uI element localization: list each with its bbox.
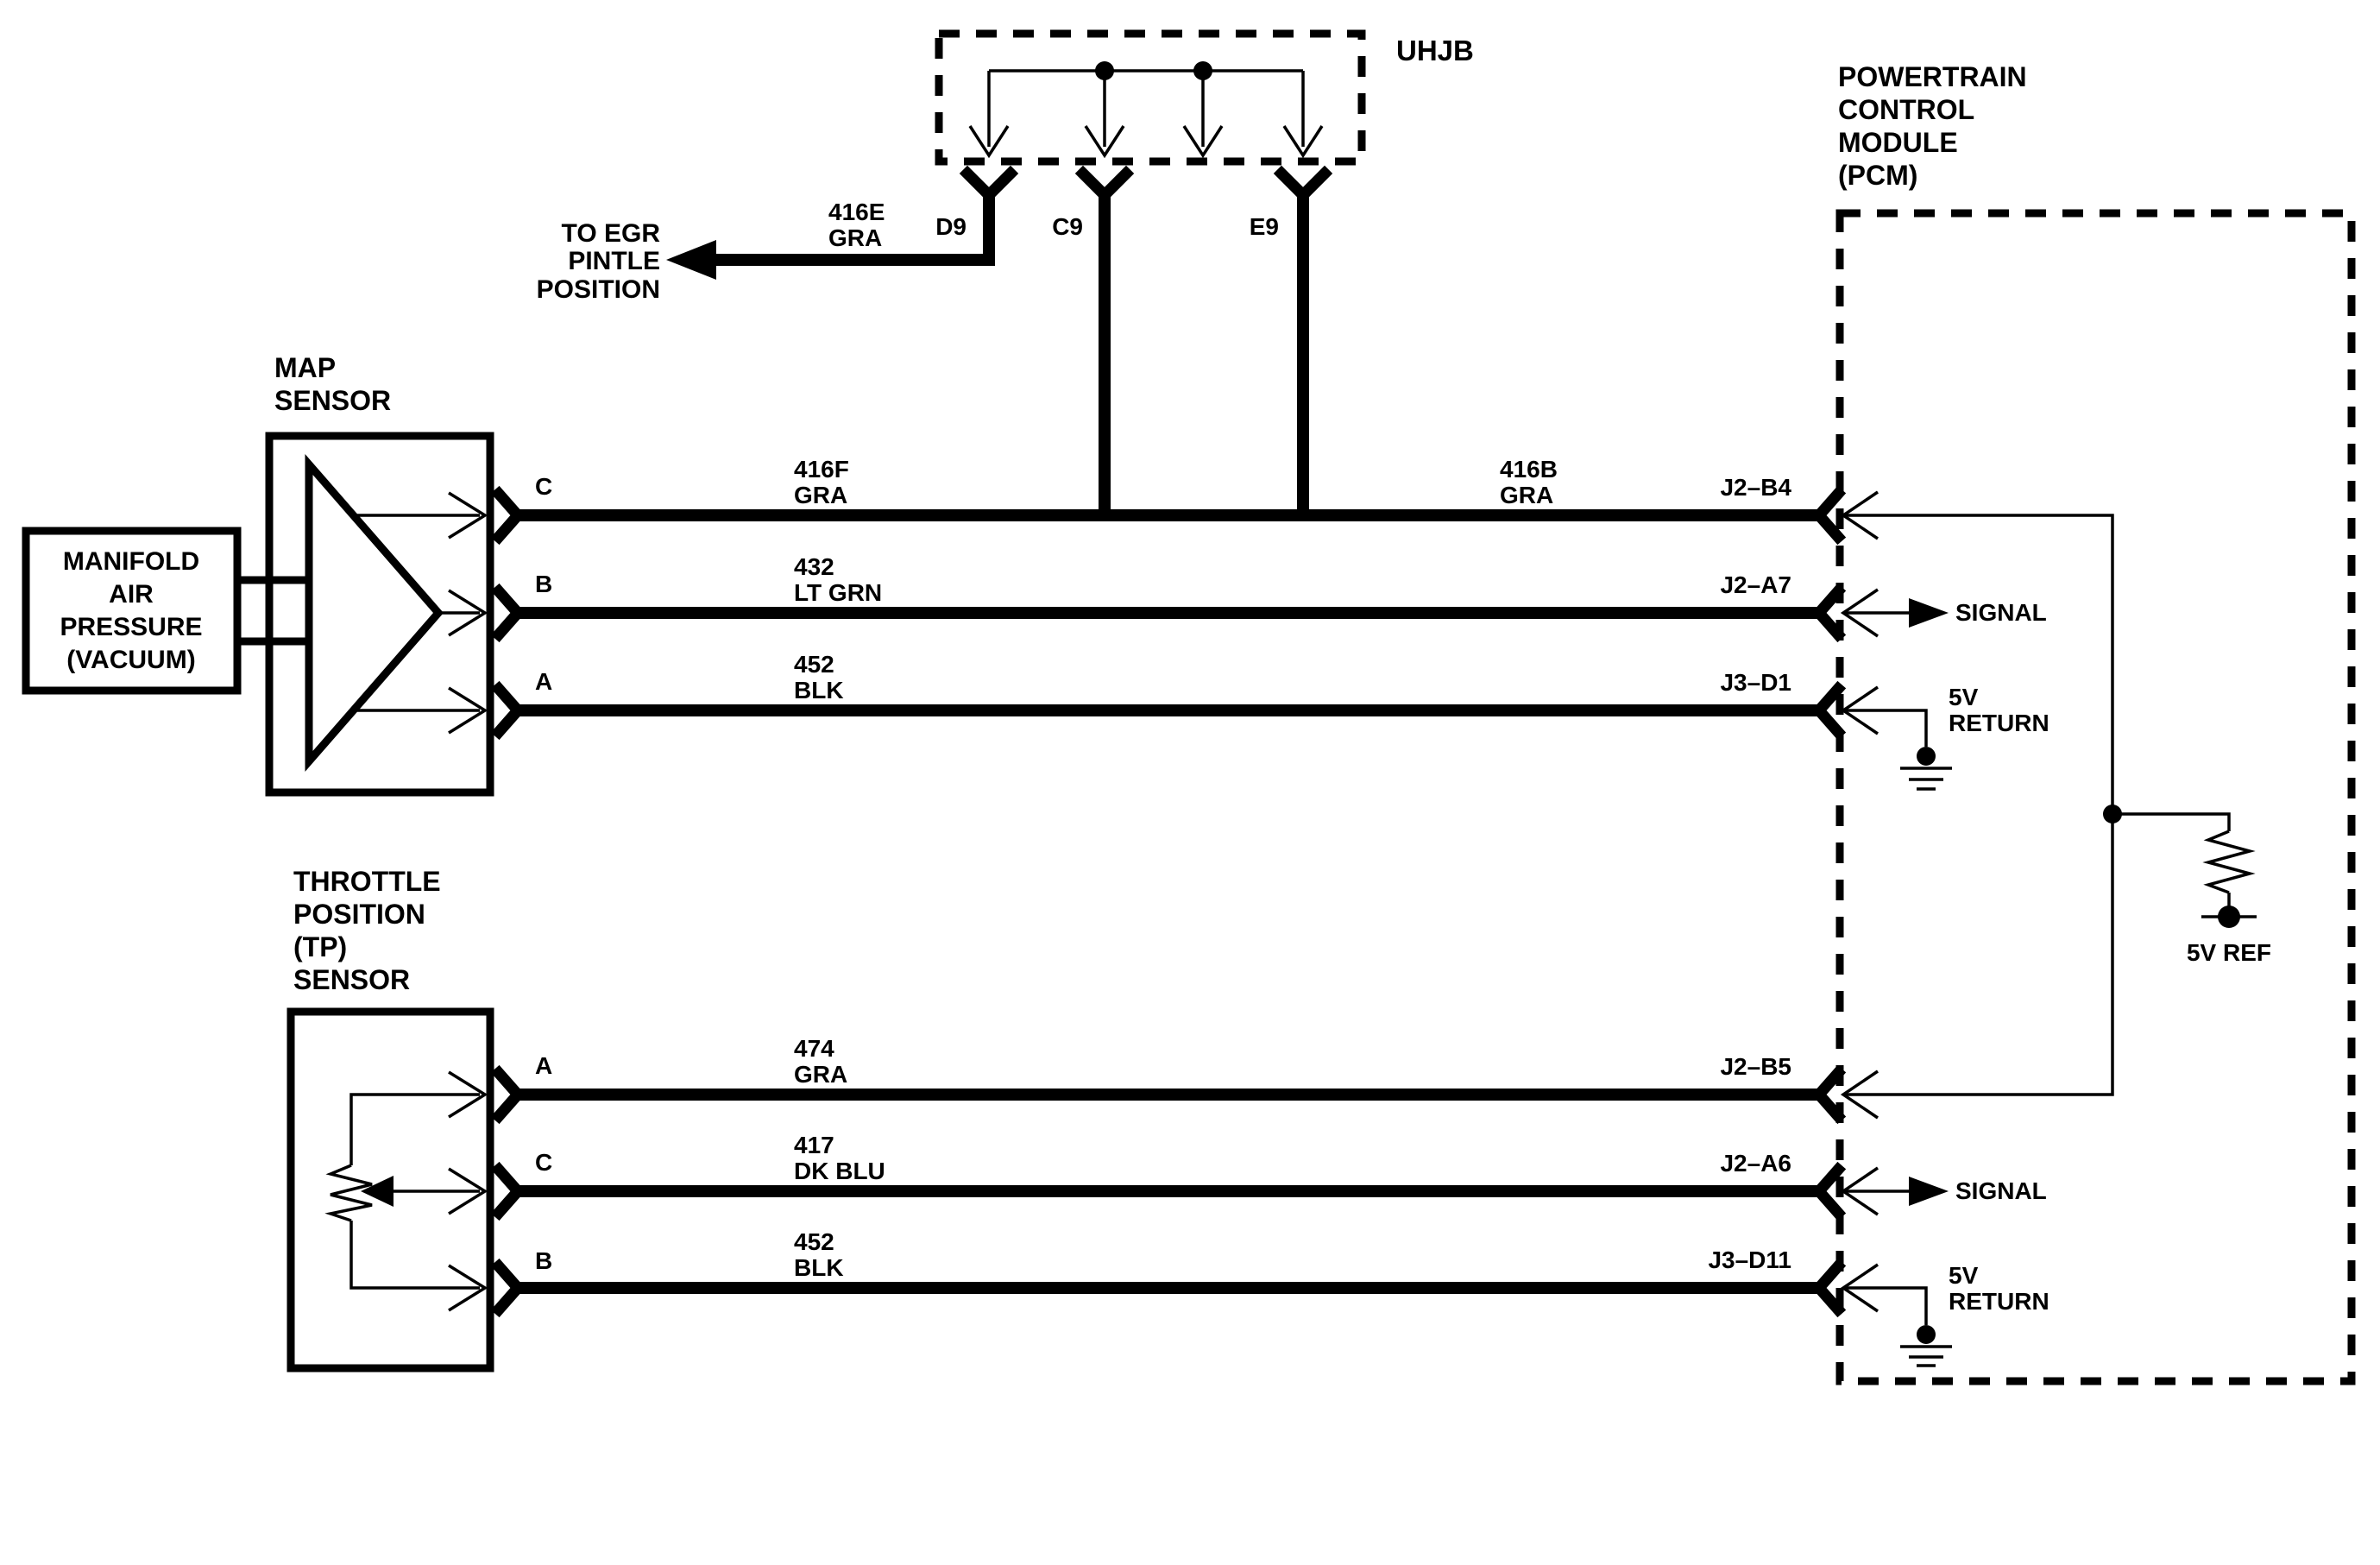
pcm-tp-5v-return xyxy=(1843,1262,2049,1366)
tp-sensor xyxy=(291,866,490,1368)
pcm-return-line xyxy=(1843,710,1926,747)
wire-416e-label-1: 416E xyxy=(828,199,885,225)
map-sensor xyxy=(269,352,490,792)
arrow-left-icon xyxy=(666,240,716,280)
connector-icon xyxy=(499,1266,518,1309)
wire-label: GRA xyxy=(794,1061,848,1088)
wire-label: 417 xyxy=(794,1132,834,1158)
connector-icon xyxy=(1819,1170,1838,1213)
tp-pin-b-line xyxy=(351,1221,480,1288)
uhjb-pin-d9-label: D9 xyxy=(935,213,966,240)
pcm-tp-signal xyxy=(1843,1168,2047,1215)
connector-icon xyxy=(499,591,518,634)
map-wires xyxy=(499,456,1838,732)
connector-icon xyxy=(499,1073,518,1116)
pcm-map-5v-return xyxy=(1843,684,2049,789)
wire-label: 416F xyxy=(794,456,849,483)
manifold-line4: (VACUUM) xyxy=(66,646,196,674)
ground-icon xyxy=(1900,747,1952,789)
arrow-right-icon xyxy=(1909,1177,1949,1206)
wire-label: 474 xyxy=(794,1035,834,1062)
connector-icon xyxy=(1819,689,1838,732)
pcm-return-label-line2: RETURN xyxy=(1949,710,2049,736)
resistor-icon xyxy=(2208,831,2250,893)
node-dot xyxy=(2218,906,2240,928)
uhjb-pin-c9-label: C9 xyxy=(1052,213,1083,240)
pcm-ref-branch xyxy=(2112,814,2229,831)
wire-label: BLK xyxy=(794,677,844,704)
connector-icon xyxy=(499,494,518,537)
pcm-module xyxy=(1838,61,2352,1381)
egr-destination-line2: PINTLE xyxy=(568,247,660,275)
pcm-return-label-line1: 5V xyxy=(1949,684,1979,710)
egr-destination-line3: POSITION xyxy=(536,275,660,304)
pcm-pin-label: J2–A7 xyxy=(1720,571,1791,598)
map-pin-label: C xyxy=(535,473,553,500)
wire-label: BLK xyxy=(794,1254,844,1281)
pcm-pin-label: J2–B5 xyxy=(1720,1053,1791,1080)
connector-icon xyxy=(499,1170,518,1213)
tp-pin-label: B xyxy=(535,1247,553,1274)
manifold-line2: AIR xyxy=(109,580,154,609)
connector-icon xyxy=(1819,1266,1838,1309)
pcm-title-line1: POWERTRAIN xyxy=(1838,61,2027,92)
uhjb-label: UHJB xyxy=(1396,35,1474,66)
tp-pin-label: C xyxy=(535,1149,553,1176)
pcm-map-signal xyxy=(1843,590,2047,636)
pcm-pin-label: J2–B4 xyxy=(1720,474,1791,501)
tp-pin-label: A xyxy=(535,1052,553,1079)
ground-dot xyxy=(1917,747,1936,766)
wire-label: LT GRN xyxy=(794,579,883,606)
pcm-pin-label: J3–D1 xyxy=(1720,669,1791,696)
tp-sensor-title-line1: THROTTLE xyxy=(293,866,441,897)
pcm-return-label-line2: RETURN xyxy=(1949,1288,2049,1315)
tp-sensor-title-line4: SENSOR xyxy=(293,964,411,995)
map-sensor-title-line1: MAP xyxy=(274,352,337,383)
connector-icon xyxy=(1819,591,1838,634)
tp-sensor-title-line2: POSITION xyxy=(293,899,425,930)
uhjb-box xyxy=(939,34,1362,161)
wire-label: GRA xyxy=(794,482,848,508)
pcm-return-label-line1: 5V xyxy=(1949,1262,1979,1289)
manifold-line3: PRESSURE xyxy=(60,613,203,641)
pcm-return-line xyxy=(1843,1288,1926,1325)
wire-416e-label-2: GRA xyxy=(828,224,883,251)
egr-branch xyxy=(537,190,989,304)
map-sensor-title-line2: SENSOR xyxy=(274,385,392,416)
wire-label: GRA xyxy=(1500,482,1554,508)
manifold-line1: MANIFOLD xyxy=(62,547,200,576)
pcm-title-line3: MODULE xyxy=(1838,127,1958,158)
map-pin-label: B xyxy=(535,571,553,597)
pcm-pin-label: J3–D11 xyxy=(1708,1246,1791,1273)
tp-sensor-title-line3: (TP) xyxy=(293,931,348,962)
wire-label: DK BLU xyxy=(794,1158,885,1184)
arrow-right-icon xyxy=(1909,598,1949,628)
map-pin-label: A xyxy=(535,668,553,695)
junction-dot xyxy=(1095,61,1114,80)
wire-label: 416B xyxy=(1500,456,1558,483)
pcm-signal-label: SIGNAL xyxy=(1955,599,2047,626)
pcm-title-line4: (PCM) xyxy=(1838,160,1918,191)
junction-dot xyxy=(1193,61,1212,80)
pcm-5v-ref-label: 5V REF xyxy=(2186,939,2272,966)
connector-icon xyxy=(1819,1073,1838,1116)
ground-icon xyxy=(1900,1325,1952,1366)
pcm-box xyxy=(1840,213,2352,1381)
wire-label: 452 xyxy=(794,1228,834,1255)
wire-label: 432 xyxy=(794,553,834,580)
connector-icon xyxy=(1819,494,1838,537)
uhjb-junction-block xyxy=(935,34,1474,240)
connector-icon xyxy=(499,689,518,732)
transducer-icon xyxy=(309,464,438,761)
ground-dot xyxy=(1917,1325,1936,1344)
uhjb-pin-e9-label: E9 xyxy=(1249,213,1279,240)
pcm-signal-label: SIGNAL xyxy=(1955,1177,2047,1204)
pcm-title-line2: CONTROL xyxy=(1838,94,1975,125)
tp-pin-a-line xyxy=(351,1095,480,1165)
wire-label: 452 xyxy=(794,651,834,678)
pcm-5v-ref-network xyxy=(1843,492,2271,1118)
tp-wires xyxy=(499,1035,1838,1309)
egr-destination-line1: TO EGR xyxy=(561,219,660,248)
pcm-pin-label: J2–A6 xyxy=(1720,1150,1791,1177)
